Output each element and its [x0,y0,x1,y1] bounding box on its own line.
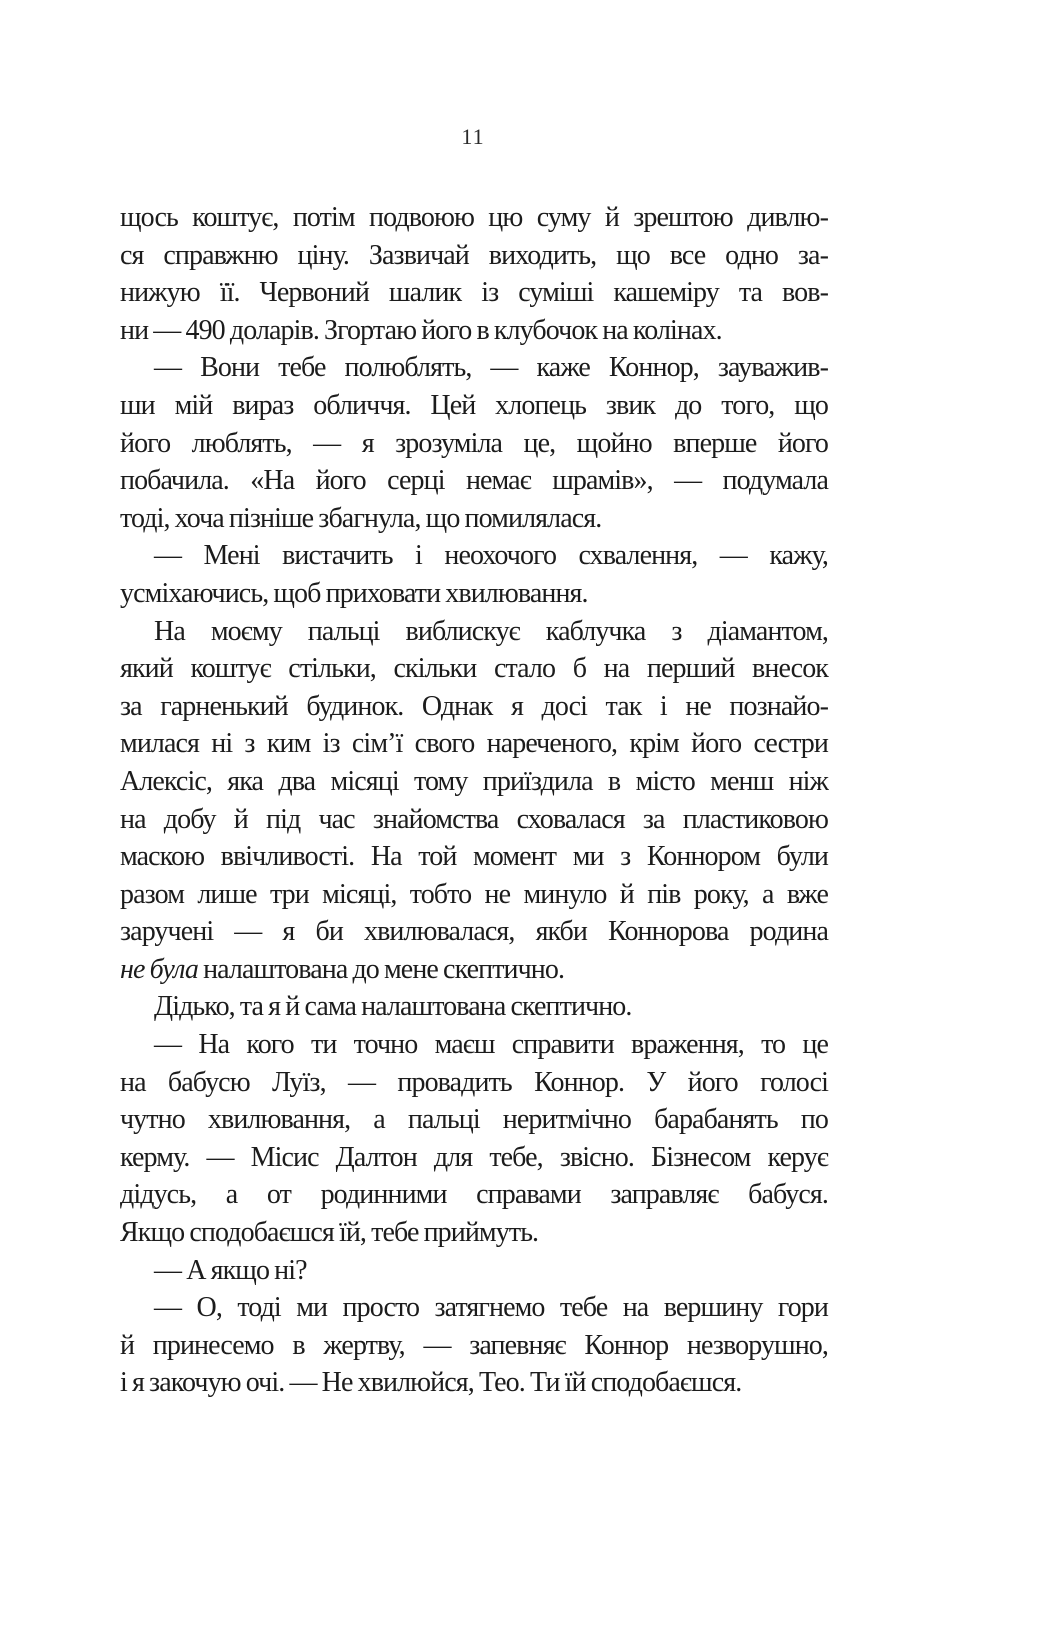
text-line: дідусь, а от родинними справами заправляє бабуся. [120,1179,828,1211]
text-line: маскою ввічливості. На той момент ми з Коннором були [120,841,828,873]
text-line: керму. — Місис Далтон для тебе, звісно. Бізнесом керує [120,1141,828,1173]
text-line: — На кого ти точно маєш справити враження, то це [154,1029,828,1061]
text-line: Алексіс, яка два місяці тому приїздила в місто менш ніж [120,765,828,797]
text-line: за гарненький будинок. Однак я досі так і не познайо- [120,690,828,722]
text-line: на бабусю Луїз, — провадить Коннор. У його голосі [120,1066,828,1098]
text-line: — Вони тебе полюблять, — каже Коннор, зауважив- [154,352,828,384]
text-line: побачила. «На його серці немає шрамів», — подумала [120,465,828,497]
body-text [120,199,828,1402]
text-line: і я закочую очі. — Не хвилюйся, Тео. Ти їй сподобаєшся. [120,1367,742,1399]
text-line: на добу й під час знайомства сховалася за пластиковою [120,803,828,835]
text-line: — О, тоді ми просто затягнемо тебе на вершину гори [154,1292,828,1324]
text-line: На моєму пальці виблискує каблучка з діамантом, [154,615,828,647]
text-line: нижую її. Червоний шалик із суміші кашеміру та вов- [120,277,828,309]
text-line: Якщо сподобаєшся їй, тебе приймуть. [120,1217,539,1249]
text-line: щось коштує, потім подвоюю цю суму й зрештою дивлю- [120,202,828,233]
page-number: 11 [461,124,485,149]
text-line: його люблять, — я зрозуміла це, щойно вперше його [120,427,828,459]
text-line: усміхаючись, щоб приховати хвилювання. [120,577,588,609]
text-line: разом лише три місяці, тобто не минуло й пів року, а вже [120,878,828,910]
text-line: чутно хвилювання, а пальці неритмічно барабанять по [120,1104,828,1136]
text-line: ни — 490 доларів. Згортаю його в клубочок на колінах. [120,314,722,346]
text-line: ся справжню ціну. Зазвичай виходить, що все одно за- [120,239,828,271]
text-line: — А якщо ні? [154,1254,307,1286]
text-line: тоді, хоча пізніше збагнула, що помилялася. [120,502,602,534]
text-line: милася ні з ким із сім’ї свого нареченого, крім його сестри [120,728,828,760]
text-line: який коштує стільки, скільки стало б на перший внесок [120,653,828,685]
emphasis-text: не була [120,953,198,985]
text-line: заручені — я би хвилювалася, якби Коннорова родина [120,916,828,948]
text-line: — Мені вистачить і неохочого схвалення, — кажу, [154,540,828,572]
text-line: ши мій вираз обличчя. Цей хлопець звик до того, що [120,389,828,421]
text-span: налаштована до мене скептично. [197,953,565,985]
text-line: й принесемо в жертву, — запевняє Коннор незворушно, [120,1329,828,1361]
text-line: Дідько, та я й сама налаштована скептично. [154,991,632,1023]
text-line [120,951,828,989]
